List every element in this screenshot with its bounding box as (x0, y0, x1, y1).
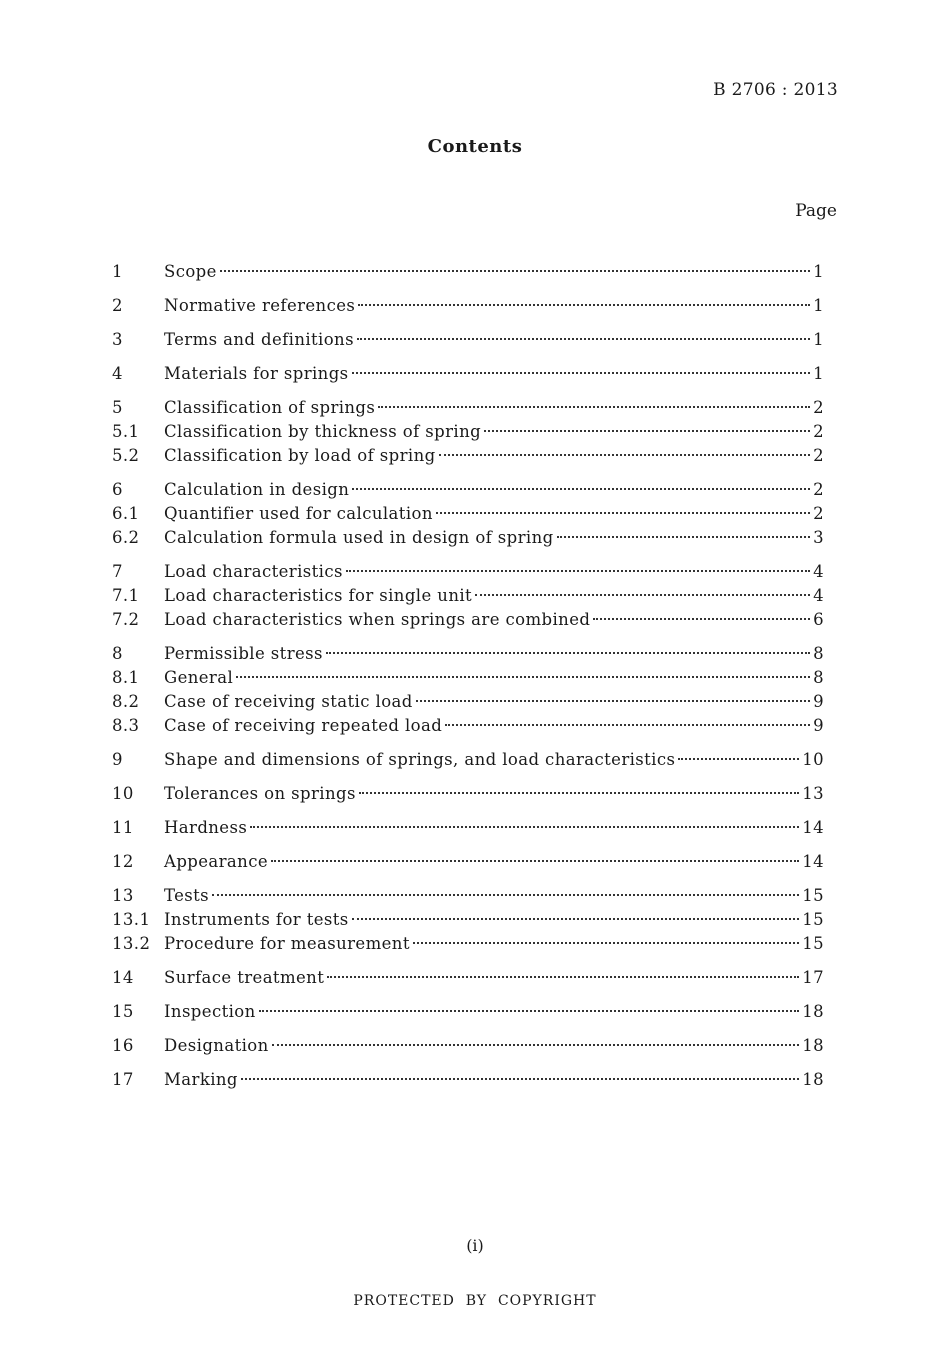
toc-entry-title: Designation (164, 1036, 269, 1055)
toc-entry-page: 14 (802, 818, 824, 837)
toc-entry-number: 13.1 (112, 910, 151, 929)
toc-entry-title: Quantifier used for calculation (164, 504, 433, 523)
toc-leader-dots (346, 570, 810, 572)
toc-group (112, 330, 824, 354)
toc-entry-page: 2 (813, 422, 824, 441)
toc-entry-page: 15 (802, 934, 824, 953)
toc-entry-number: 1 (112, 262, 123, 281)
toc-leader-dots (678, 758, 799, 760)
toc-leader-dots (358, 304, 810, 306)
toc-group (112, 750, 824, 774)
copyright-notice: PROTECTED BY COPYRIGHT (353, 1293, 597, 1309)
toc-entry[interactable] (112, 784, 824, 808)
toc-entry-number: 14 (112, 968, 134, 987)
toc-entry[interactable] (112, 422, 824, 446)
toc-entry-number: 13 (112, 886, 134, 905)
toc-entry[interactable] (112, 610, 824, 634)
toc-group (112, 1002, 824, 1026)
toc-leader-dots (413, 942, 799, 944)
toc-entry-title: Permissible stress (164, 644, 323, 663)
toc-entry[interactable] (112, 968, 824, 992)
toc-entry-page: 1 (813, 296, 824, 315)
toc-entry-number: 10 (112, 784, 134, 803)
toc-entry[interactable] (112, 668, 824, 692)
toc-leader-dots (359, 792, 799, 794)
contents-title: Contents (427, 136, 523, 157)
toc-entry[interactable] (112, 330, 824, 354)
toc-group (112, 364, 824, 388)
toc-entry-page: 1 (813, 262, 824, 281)
toc-leader-dots (439, 454, 811, 456)
toc-entry-number: 7.1 (112, 586, 140, 605)
toc-group (112, 784, 824, 808)
toc-entry[interactable] (112, 1036, 824, 1060)
toc-entry-title: Marking (164, 1070, 238, 1089)
toc-entry-page: 4 (813, 562, 824, 581)
toc-entry[interactable] (112, 562, 824, 586)
toc-entry-title: Calculation formula used in design of spring (164, 528, 554, 547)
toc-entry-number: 5.2 (112, 446, 140, 465)
toc-entry-number: 17 (112, 1070, 134, 1089)
toc-entry[interactable] (112, 1002, 824, 1026)
toc-group (112, 818, 824, 842)
toc-entry-page: 1 (813, 364, 824, 383)
toc-leader-dots (416, 700, 810, 702)
toc-group (112, 480, 824, 552)
toc-entry-number: 8 (112, 644, 123, 663)
toc-entry[interactable] (112, 692, 824, 716)
toc-entry-page: 3 (813, 528, 824, 547)
toc-leader-dots (475, 594, 810, 596)
toc-entry-page: 17 (802, 968, 824, 987)
toc-leader-dots (272, 1044, 800, 1046)
toc-entry[interactable] (112, 716, 824, 740)
toc-entry[interactable] (112, 1070, 824, 1094)
toc-entry[interactable] (112, 750, 824, 774)
toc-group (112, 262, 824, 286)
toc-entry-title: Instruments for tests (164, 910, 349, 929)
toc-entry-page: 9 (813, 692, 824, 711)
toc-entry-number: 13.2 (112, 934, 151, 953)
toc-entry-title: General (164, 668, 234, 687)
toc-leader-dots (212, 894, 799, 896)
toc-entry-title: Classification of springs (164, 398, 376, 417)
toc-entry-number: 8.3 (112, 716, 140, 735)
toc-entry[interactable] (112, 504, 824, 528)
toc-entry-title: Hardness (164, 818, 248, 837)
toc-entry-page: 14 (802, 852, 824, 871)
toc-entry-page: 2 (813, 480, 824, 499)
toc-entry-page: 15 (802, 910, 824, 929)
toc-entry-title: Classification by load of spring (164, 446, 436, 465)
toc-entry[interactable] (112, 480, 824, 504)
toc-entry-title: Load characteristics when springs are combined (164, 610, 591, 629)
toc-leader-dots (327, 976, 799, 978)
toc-entry-page: 8 (813, 644, 824, 663)
toc-entry[interactable] (112, 644, 824, 668)
toc-entry-page: 2 (813, 504, 824, 523)
toc-entry-title: Classification by thickness of spring (164, 422, 482, 441)
toc-entry-number: 16 (112, 1036, 134, 1055)
toc-entry[interactable] (112, 586, 824, 610)
toc-leader-dots (326, 652, 810, 654)
toc-entry-number: 6.1 (112, 504, 140, 523)
toc-entry-title: Procedure for measurement (164, 934, 410, 953)
footer-page-number: (i) (466, 1236, 484, 1255)
toc-entry-title: Materials for springs (164, 364, 349, 383)
toc-entry-number: 6 (112, 480, 123, 499)
toc-group (112, 562, 824, 634)
toc-leader-dots (241, 1078, 799, 1080)
toc-leader-dots (593, 618, 810, 620)
toc-leader-dots (378, 406, 810, 408)
table-of-contents (112, 262, 824, 1104)
toc-entry-title: Scope (164, 262, 217, 281)
toc-group (112, 1036, 824, 1060)
toc-entry-title: Tests (164, 886, 210, 905)
toc-entry-title: Tolerances on springs (164, 784, 356, 803)
toc-entry-number: 15 (112, 1002, 134, 1021)
toc-entry-title: Load characteristics for single unit (164, 586, 473, 605)
toc-leader-dots (250, 826, 799, 828)
toc-entry-number: 12 (112, 852, 134, 871)
toc-entry-page: 18 (802, 1036, 824, 1055)
toc-leader-dots (436, 512, 810, 514)
toc-group (112, 968, 824, 992)
toc-entry-number: 11 (112, 818, 134, 837)
toc-entry-title: Normative references (164, 296, 356, 315)
toc-entry-number: 2 (112, 296, 123, 315)
toc-leader-dots (352, 488, 810, 490)
toc-leader-dots (352, 918, 800, 920)
toc-entry[interactable] (112, 852, 824, 876)
toc-entry-page: 1 (813, 330, 824, 349)
toc-entry-page: 8 (813, 668, 824, 687)
toc-entry[interactable] (112, 446, 824, 470)
toc-leader-dots (220, 270, 810, 272)
toc-group (112, 644, 824, 740)
toc-entry-page: 2 (813, 398, 824, 417)
toc-entry-title: Calculation in design (164, 480, 350, 499)
toc-leader-dots (259, 1010, 800, 1012)
toc-entry-page: 18 (802, 1002, 824, 1021)
toc-entry[interactable] (112, 818, 824, 842)
toc-entry-number: 4 (112, 364, 123, 383)
toc-leader-dots (445, 724, 810, 726)
toc-leader-dots (484, 430, 810, 432)
toc-entry-page: 4 (813, 586, 824, 605)
toc-group (112, 398, 824, 470)
toc-entry-page: 15 (802, 886, 824, 905)
toc-entry[interactable] (112, 910, 824, 934)
toc-entry-number: 8.1 (112, 668, 140, 687)
toc-entry-page: 2 (813, 446, 824, 465)
toc-entry-number: 7 (112, 562, 123, 581)
toc-entry[interactable] (112, 296, 824, 320)
page-column-label: Page (795, 201, 837, 221)
toc-leader-dots (236, 676, 810, 678)
toc-entry-number: 5 (112, 398, 123, 417)
toc-entry-page: 10 (802, 750, 824, 769)
toc-entry-number: 7.2 (112, 610, 140, 629)
toc-entry-title: Inspection (164, 1002, 256, 1021)
toc-entry-page: 9 (813, 716, 824, 735)
toc-entry-title: Shape and dimensions of springs, and load characteristics (164, 750, 676, 769)
standard-number: B 2706 : 2013 (713, 80, 838, 100)
toc-entry-number: 5.1 (112, 422, 140, 441)
toc-entry-page: 6 (813, 610, 824, 629)
toc-entry-page: 18 (802, 1070, 824, 1089)
toc-entry-title: Load characteristics (164, 562, 343, 581)
toc-entry[interactable] (112, 262, 824, 286)
toc-entry[interactable] (112, 398, 824, 422)
toc-entry-title: Appearance (164, 852, 268, 871)
toc-entry-number: 8.2 (112, 692, 140, 711)
toc-entry[interactable] (112, 528, 824, 552)
toc-leader-dots (271, 860, 799, 862)
toc-group (112, 886, 824, 958)
toc-entry-page: 13 (802, 784, 824, 803)
toc-entry-number: 3 (112, 330, 123, 349)
toc-entry-title: Surface treatment (164, 968, 325, 987)
toc-leader-dots (352, 372, 811, 374)
toc-entry[interactable] (112, 886, 824, 910)
toc-entry-title: Case of receiving repeated load (164, 716, 443, 735)
toc-entry[interactable] (112, 364, 824, 388)
toc-group (112, 1070, 824, 1094)
toc-group (112, 852, 824, 876)
toc-entry-number: 6.2 (112, 528, 140, 547)
toc-entry-title: Case of receiving static load (164, 692, 413, 711)
toc-leader-dots (557, 536, 811, 538)
toc-entry-number: 9 (112, 750, 123, 769)
toc-group (112, 296, 824, 320)
toc-leader-dots (357, 338, 810, 340)
toc-entry[interactable] (112, 934, 824, 958)
toc-entry-title: Terms and definitions (164, 330, 354, 349)
